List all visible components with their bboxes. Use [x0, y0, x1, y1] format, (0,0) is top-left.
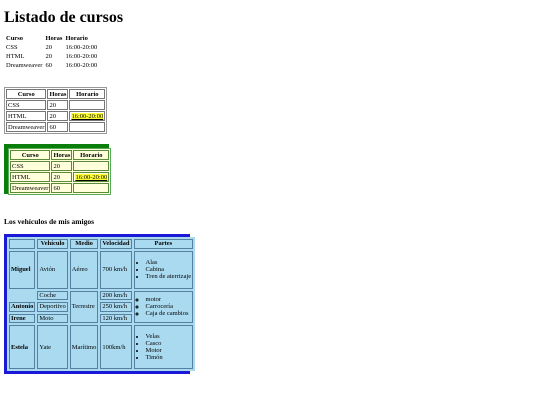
table-cell — [73, 172, 109, 182]
table-cell: Dreamweaver — [8, 123, 45, 131]
table-cell: Moto — [37, 314, 67, 324]
table-cell: 200 km/h — [100, 291, 131, 301]
table-cell: 20 — [45, 44, 52, 51]
table-cell: 250 km/h — [100, 302, 131, 312]
list-item: • Cabina — [146, 266, 192, 273]
table-cell — [134, 325, 194, 369]
column-header: Partes — [134, 239, 194, 249]
column-header: Vehículo — [37, 239, 67, 249]
row-header: Miguel — [9, 251, 35, 289]
table-row — [9, 291, 193, 301]
table-row — [10, 161, 109, 171]
table-row — [9, 251, 193, 289]
table-row — [6, 122, 105, 132]
column-header: Horas — [49, 90, 67, 98]
table-row — [9, 325, 193, 369]
table-cell: Deportivo — [39, 303, 66, 311]
table-cell — [73, 161, 109, 171]
parts-list — [136, 296, 192, 317]
table-cell: 16:00-20:00 — [65, 44, 98, 51]
table-cell: 120 km/h — [100, 314, 131, 324]
table-cell: Dreamweaver — [12, 184, 49, 192]
row-header: Antonio — [11, 303, 34, 311]
highlighted-schedule: 16:00-20:00 — [75, 173, 108, 181]
table-header-row — [5, 34, 98, 43]
table-cell — [69, 122, 105, 132]
table-cell: CSS — [10, 161, 50, 171]
column-header: Horario — [73, 150, 109, 160]
table-cell: 60 — [45, 62, 52, 69]
table-cell: 20 — [51, 172, 72, 182]
table-cell: 20 — [47, 100, 68, 110]
table-cell: Coche — [37, 291, 67, 301]
table-cell: CSS — [6, 44, 18, 51]
table-cell: 700 km/h — [100, 251, 131, 289]
table-cell: 20 — [51, 161, 72, 171]
vehicles-heading: Los vehículos de mis amigos — [4, 217, 95, 226]
table-cell: HTML — [6, 111, 46, 121]
column-header: Curso — [6, 35, 23, 42]
table-cell: Dreamweaver — [6, 62, 43, 69]
table-cell: Avión — [37, 251, 67, 289]
table-cell: 20 — [45, 53, 52, 60]
column-header: Horas — [45, 35, 63, 42]
page-title: Listado de cursos — [4, 9, 124, 26]
table-cell — [69, 111, 105, 121]
table-row — [5, 52, 98, 61]
list-item: • Motor — [146, 347, 192, 354]
courses-table-green — [8, 148, 111, 195]
table-cell: 16:00-20:00 — [65, 53, 98, 60]
table-cell: Marítimo — [70, 325, 99, 369]
vehicles-table-frame — [4, 234, 190, 374]
column-header: Horas — [53, 151, 71, 159]
table-cell: HTML — [10, 172, 50, 182]
row-header: Irene — [9, 314, 35, 324]
table-row — [6, 111, 105, 121]
table-cell — [73, 183, 109, 193]
column-header: Medio — [70, 239, 99, 249]
table-cell — [134, 251, 194, 289]
table-cell: HTML — [6, 53, 25, 60]
column-header: Horario — [65, 35, 88, 42]
list-item: ◦ motor — [146, 296, 192, 303]
table-cell: CSS — [6, 100, 46, 110]
table-header-row — [10, 150, 109, 160]
column-header: Curso — [10, 150, 50, 160]
table-header-row — [6, 89, 105, 99]
column-header: Curso — [6, 89, 46, 99]
list-item: • Tren de aterrizaje — [146, 273, 192, 280]
parts-list — [136, 333, 192, 361]
list-item: • Timón — [146, 354, 192, 361]
column-header: Velocidad — [102, 240, 130, 248]
empty-row-header — [9, 291, 35, 301]
table-row — [10, 172, 109, 182]
table-cell — [134, 291, 194, 324]
table-cell: 100km/h — [100, 325, 131, 369]
courses-table-plain — [4, 34, 99, 70]
column-header: Horario — [69, 89, 105, 99]
table-row — [5, 43, 98, 52]
table-row — [10, 183, 109, 193]
vehicles-table — [7, 237, 195, 371]
list-item: • Velas — [146, 333, 192, 340]
table-cell: 20 — [47, 111, 68, 121]
list-item: ◦ Caja de cambios — [146, 310, 192, 317]
table-header-row — [9, 239, 193, 249]
courses-table-bordered — [4, 87, 107, 134]
table-cell: 60 — [51, 183, 72, 193]
table-cell: Aéreo — [70, 251, 99, 289]
table-cell: Terrestre — [70, 291, 99, 324]
table-row — [6, 100, 105, 110]
list-item: ◦ Carrocería — [146, 303, 192, 310]
table-cell: 60 — [47, 122, 68, 132]
empty-header-cell — [9, 239, 35, 249]
table-cell: Yate — [37, 325, 67, 369]
list-item: • Casco — [146, 340, 192, 347]
row-header: Estela — [9, 325, 35, 369]
parts-list — [136, 259, 192, 280]
green-table-frame — [4, 144, 109, 194]
table-cell: 16:00-20:00 — [65, 62, 98, 69]
list-item: • Alas — [146, 259, 192, 266]
table-cell — [69, 100, 105, 110]
table-row — [5, 61, 98, 70]
highlighted-schedule: 16:00-20:00 — [71, 112, 104, 120]
